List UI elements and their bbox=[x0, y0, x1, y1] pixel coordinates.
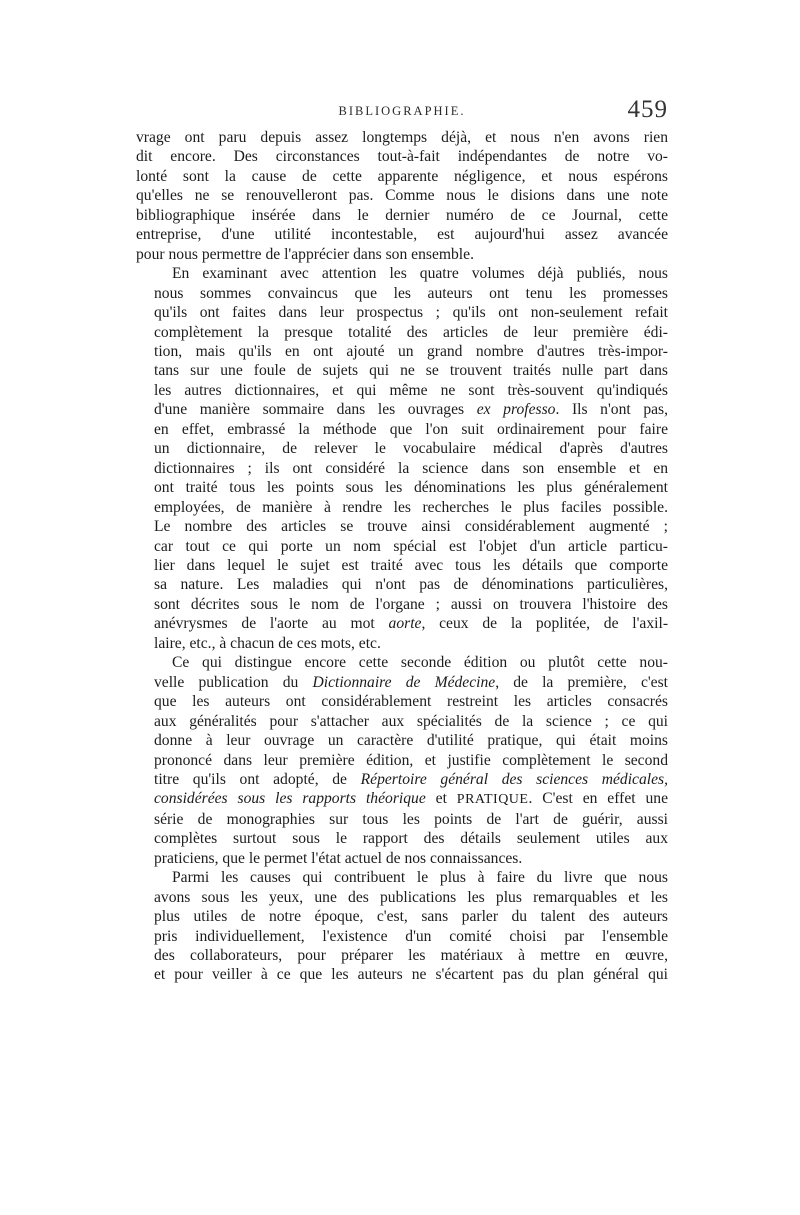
text-line: bibliographique insérée dans le dernier numéro de ce Journal, cette bbox=[136, 206, 668, 224]
body-text bbox=[136, 128, 668, 985]
text-line: plus utiles de notre époque, c'est, sans parler du talent des auteurs bbox=[154, 908, 668, 926]
text-line: aux généralités pour s'attacher aux spécialités de la science ; ce qui bbox=[154, 712, 668, 730]
text-line: praticiens, que le permet l'état actuel de nos connaissances. bbox=[154, 849, 523, 867]
text-line: qu'elles ne se renouvelleront pas. Comme nous le disions dans une note bbox=[136, 187, 668, 205]
text-line: des collaborateurs, pour préparer les matériaux à mettre en œuvre, bbox=[154, 947, 668, 965]
text-line: série de monographies sur tous les points de l'art de guérir, aussi bbox=[154, 810, 668, 828]
text-line: d'une manière sommaire dans les ouvrages ex professo. Ils n'ont pas, bbox=[154, 401, 669, 419]
text-line: nous sommes convaincus que les auteurs ont tenu les promesses bbox=[154, 284, 668, 302]
text-line: avons sous les yeux, une des publications les plus remarquables et les bbox=[154, 888, 668, 906]
text-line: Parmi les causes qui contribuent le plus à faire du livre que nous bbox=[172, 869, 668, 887]
text-line: titre qu'ils ont adopté, de Répertoire général des sciences médicales, bbox=[154, 770, 668, 788]
page-number: 459 bbox=[627, 96, 668, 123]
text-line: qu'ils ont faites dans leur prospectus ; qu'ils ont non-seulement refait bbox=[154, 304, 668, 322]
text-line: car tout ce qui porte un nom spécial est l'objet d'un article particu- bbox=[154, 537, 668, 555]
text-line: velle publication du Dictionnaire de Médecine, de la première, c'est bbox=[154, 673, 668, 691]
text-line: pour nous permettre de l'apprécier dans son ensemble. bbox=[136, 245, 474, 263]
text-line: lonté sont la cause de cette apparente négligence, et nous espérons bbox=[136, 167, 668, 185]
text-line: Le nombre des articles se trouve ainsi considérablement augmenté ; bbox=[154, 518, 668, 536]
paragraph bbox=[136, 128, 668, 264]
text-line: entreprise, d'une utilité incontestable, est aujourd'hui assez avancée bbox=[136, 226, 668, 244]
text-line: laire, etc., à chacun de ces mots, etc. bbox=[154, 634, 381, 652]
text-line: tans sur une foule de sujets qui ne se trouvent traités nulle part dans bbox=[154, 362, 668, 380]
running-title: BIBLIOGRAPHIE. bbox=[338, 104, 466, 118]
text-line: En examinant avec attention les quatre volumes déjà publiés, nous bbox=[172, 265, 668, 283]
text-line: donne à leur ouvrage un caractère d'utilité pratique, qui était moins bbox=[154, 732, 668, 750]
text-line: complètes surtout sous le rapport des détails seulement utiles aux bbox=[154, 830, 668, 848]
text-line: que les auteurs ont considérablement restreint les articles consacrés bbox=[154, 693, 668, 711]
text-line: Ce qui distingue encore cette seconde édition ou plutôt cette nou- bbox=[172, 654, 668, 672]
paragraph bbox=[136, 653, 668, 868]
text-line: un dictionnaire, de relever le vocabulaire médical d'après d'autres bbox=[154, 440, 668, 458]
text-line: tion, mais qu'ils en ont ajouté un grand nombre d'autres très-impor- bbox=[154, 342, 668, 360]
text-line: lier dans lequel le sujet est traité avec tous les détails que comporte bbox=[154, 556, 668, 574]
text-line: les autres dictionnaires, et qui même ne sont très-souvent qu'indiqués bbox=[154, 381, 668, 399]
paragraph bbox=[136, 264, 668, 653]
text-line: prononcé dans leur première édition, et justifie complètement le second bbox=[154, 751, 668, 769]
text-line: dictionnaires ; ils ont considéré la science dans son ensemble et en bbox=[154, 459, 668, 477]
text-line: considérées sous les rapports théorique et PRATIQUE. C'est en effet une bbox=[154, 790, 668, 808]
text-line: pris individuellement, l'existence d'un comité choisi par l'ensemble bbox=[154, 927, 668, 945]
paragraph bbox=[136, 868, 668, 985]
text-line: ont traité tous les points sous les dénominations les plus généralement bbox=[154, 479, 668, 497]
text-line: et pour veiller à ce que les auteurs ne s'écartent pas du plan général qui bbox=[154, 966, 668, 984]
text-line: complètement la presque totalité des articles de leur première édi- bbox=[154, 323, 668, 341]
text-line: sa nature. Les maladies qui n'ont pas de dénominations particulières, bbox=[154, 576, 668, 594]
text-line: dit encore. Des circonstances tout-à-fait indépendantes de notre vo- bbox=[136, 148, 668, 166]
text-line: en effet, embrassé la méthode que l'on suit ordinairement pour faire bbox=[154, 420, 668, 438]
text-line: anévrysmes de l'aorte au mot aorte, ceux de la poplitée, de l'axil- bbox=[154, 615, 669, 633]
running-head bbox=[136, 96, 668, 126]
text-line: vrage ont paru depuis assez longtemps déjà, et nous n'en avons rien bbox=[136, 129, 668, 146]
text-line: employées, de manière à rendre les recherches le plus faciles possible. bbox=[154, 498, 668, 516]
text-line: sont décrites sous le nom de l'organe ; aussi on trouvera l'histoire des bbox=[154, 595, 668, 613]
